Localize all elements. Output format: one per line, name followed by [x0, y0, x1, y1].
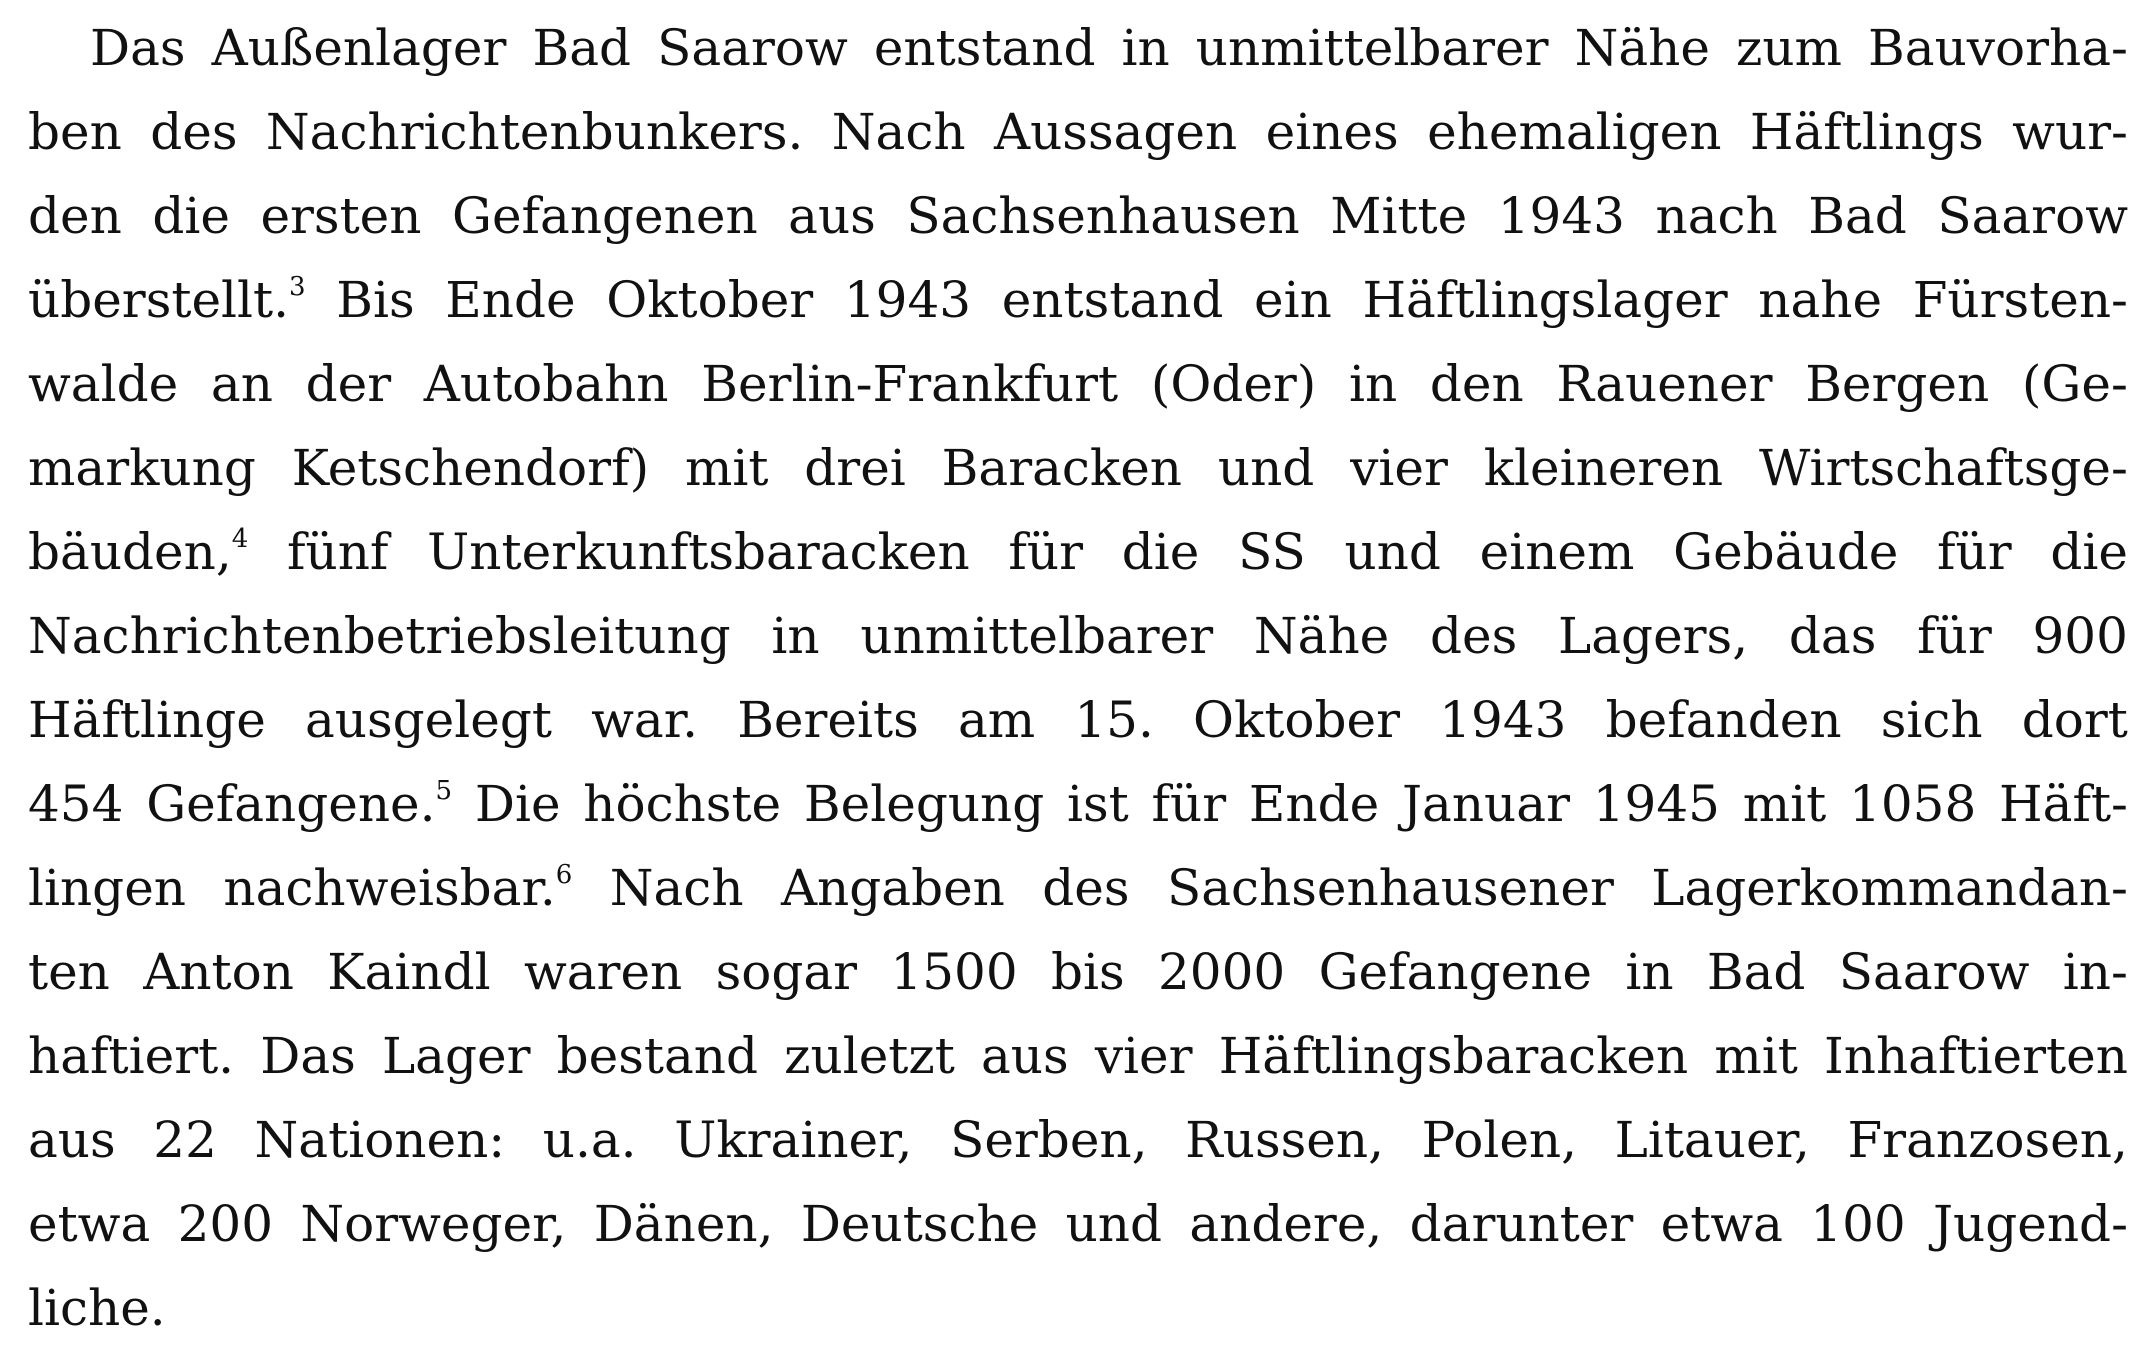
word: Oktober	[606, 271, 814, 329]
word: Saarow	[1838, 943, 2030, 1001]
word: drei	[804, 439, 906, 497]
word: dort	[2021, 691, 2128, 749]
paragraph-line	[28, 1098, 2128, 1182]
word: Ketschendorf)	[291, 439, 650, 497]
word: Häftlinge	[28, 691, 266, 749]
word: Nach	[831, 103, 966, 161]
word: 1943	[843, 271, 972, 329]
word: mit	[1742, 775, 1827, 833]
word: ersten	[260, 187, 422, 245]
word: nahe	[1758, 271, 1883, 329]
word: Ende	[445, 271, 576, 329]
word: in	[771, 607, 820, 665]
word: Nachrichtenbetriebsleitung	[28, 607, 731, 665]
word: eines	[1265, 103, 1399, 161]
word: aus	[28, 1111, 116, 1169]
word: sich	[1880, 691, 1983, 749]
word: wur-	[2012, 103, 2128, 161]
paragraph-line	[28, 930, 2128, 1014]
word: an	[210, 355, 273, 413]
word: Mitte	[1330, 187, 1468, 245]
word: Das	[90, 19, 186, 77]
paragraph-line	[28, 90, 2128, 174]
word: etwa	[1660, 1195, 1783, 1253]
paragraph-line	[28, 1014, 2128, 1098]
word: das	[1788, 607, 1877, 665]
word: höchste	[583, 775, 782, 833]
word: Oktober	[1193, 691, 1401, 749]
footnote-marker: 3	[289, 272, 306, 303]
word: aus	[980, 1027, 1069, 1085]
paragraph-line	[28, 762, 2128, 846]
word: die	[2050, 523, 2128, 581]
word: die	[1121, 523, 1200, 581]
word: in-	[2062, 943, 2128, 1001]
word: Serben,	[950, 1111, 1148, 1169]
word: sogar	[715, 943, 858, 1001]
word: Bauvorha-	[1868, 19, 2128, 77]
word: Gefangenen	[452, 187, 758, 245]
word: ist	[1067, 775, 1129, 833]
word: Aussagen	[993, 103, 1238, 161]
word: Unterkunftsbaracken	[427, 523, 970, 581]
word: Januar	[1402, 775, 1570, 833]
word: Gefangene.$^5$	[146, 775, 453, 833]
word: walde	[28, 355, 179, 413]
word: u.a.	[542, 1111, 637, 1169]
paragraph-line	[28, 258, 2128, 342]
word: für	[1937, 523, 2012, 581]
word: und	[1217, 439, 1315, 497]
word: Gefangene	[1318, 943, 1592, 1001]
word: in	[1121, 19, 1170, 77]
word: 1943	[1497, 187, 1625, 245]
word: Nach	[609, 859, 744, 917]
word: 1058	[1849, 775, 1977, 833]
word: der	[305, 355, 392, 413]
word: Lager	[381, 1027, 531, 1085]
word: Häftlings	[1749, 103, 1984, 161]
word: des	[1430, 607, 1518, 665]
word: 22	[153, 1111, 217, 1169]
word: ben	[28, 103, 122, 161]
word: Lagerkommandan-	[1651, 859, 2128, 917]
word: für	[1917, 607, 1992, 665]
word: Bad	[1808, 187, 1907, 245]
word: SS	[1238, 523, 1306, 581]
word: unmittelbarer	[860, 607, 1214, 665]
body-paragraph	[28, 6, 2128, 1350]
word: 1943	[1439, 691, 1567, 749]
word: war.	[591, 691, 699, 749]
word: andere,	[1189, 1195, 1383, 1253]
word: Ende	[1248, 775, 1380, 833]
word: am	[957, 691, 1036, 749]
word: Häftlingslager	[1362, 271, 1728, 329]
word: Nähe	[1253, 607, 1390, 665]
word: und	[1344, 523, 1441, 581]
word: Bis	[336, 271, 415, 329]
word: Autobahn	[423, 355, 669, 413]
word: mit	[684, 439, 769, 497]
word: Deutsche	[800, 1195, 1039, 1253]
word: Sachsenhausener	[1166, 859, 1614, 917]
word: 1500	[890, 943, 1018, 1001]
word: aus	[788, 187, 876, 245]
word: fünf	[287, 523, 389, 581]
paragraph-line	[28, 510, 2128, 594]
word: Gebäude	[1673, 523, 1899, 581]
word: Außenlager	[211, 19, 507, 77]
word: zum	[1736, 19, 1842, 77]
word: etwa	[28, 1195, 151, 1253]
word: den	[28, 187, 122, 245]
word: Sachsenhausen	[906, 187, 1300, 245]
word: Fürsten-	[1912, 271, 2128, 329]
word: haftiert.	[28, 1027, 235, 1085]
word: Die	[474, 775, 561, 833]
word: Ukrainer,	[674, 1111, 913, 1169]
word: Nationen:	[254, 1111, 506, 1169]
word: markung	[28, 439, 256, 497]
word: Rauener	[1556, 355, 1773, 413]
word: (Ge-	[2021, 355, 2128, 413]
word: den	[1429, 355, 1524, 413]
word: für	[1008, 523, 1084, 581]
word: Inhaftierten	[1824, 1027, 2128, 1085]
word: 454	[28, 775, 124, 833]
word: in	[1625, 943, 1674, 1001]
word: Angaben	[780, 859, 1005, 917]
footnote-marker: 4	[231, 524, 249, 555]
word: Norweger,	[300, 1195, 567, 1253]
word: Saarow	[1937, 187, 2128, 245]
paragraph-line	[28, 6, 2128, 90]
word: Baracken	[941, 439, 1183, 497]
word: 1945	[1592, 775, 1720, 833]
word: Berlin-Frankfurt	[701, 355, 1119, 413]
word: Bergen	[1805, 355, 1990, 413]
word: Häftlingsbaracken	[1218, 1027, 1689, 1085]
paragraph-line	[28, 342, 2128, 426]
word: ehemaligen	[1427, 103, 1722, 161]
word: Bad	[532, 19, 632, 77]
word: (Oder)	[1150, 355, 1317, 413]
word: unmittelbarer	[1195, 19, 1549, 77]
word: bestand	[556, 1027, 759, 1085]
word: Dänen,	[593, 1195, 774, 1253]
word: bis	[1050, 943, 1125, 1001]
word: Bereits	[737, 691, 919, 749]
word: bäuden,$^4$	[28, 523, 249, 581]
footnote-marker: 5	[435, 776, 453, 807]
paragraph-line	[28, 174, 2128, 258]
word: waren	[523, 943, 683, 1001]
word: ten	[28, 943, 110, 1001]
word: Häft-	[1999, 775, 2128, 833]
word: entstand	[1001, 271, 1224, 329]
word: 900	[2032, 607, 2128, 665]
word: überstellt.$^3$	[28, 271, 306, 329]
paragraph-line	[28, 1182, 2128, 1266]
word: Lagers,	[1558, 607, 1749, 665]
word: vier	[1094, 1027, 1193, 1085]
footnote-marker: 6	[555, 860, 573, 891]
word: Saarow	[657, 19, 848, 77]
word: Das	[260, 1027, 356, 1085]
word: die	[152, 187, 230, 245]
paragraph-line	[28, 426, 2128, 510]
word: Jugend-	[1933, 1195, 2128, 1253]
word: ausgelegt	[304, 691, 552, 749]
word: für	[1151, 775, 1227, 833]
word: mit	[1714, 1027, 1798, 1085]
word: liche.	[28, 1279, 166, 1337]
word: Russen,	[1185, 1111, 1384, 1169]
word: Nähe	[1574, 19, 1710, 77]
word: befanden	[1605, 691, 1842, 749]
word: 100	[1810, 1195, 1906, 1253]
word: zuletzt	[784, 1027, 955, 1085]
word: lingen	[28, 859, 186, 917]
paragraph-line	[28, 846, 2128, 930]
paragraph-line	[28, 1266, 2128, 1350]
word: ein	[1254, 271, 1332, 329]
word: kleineren	[1483, 439, 1724, 497]
word: Litauer,	[1614, 1111, 1810, 1169]
word: 2000	[1157, 943, 1286, 1001]
word: Anton	[143, 943, 294, 1001]
word: Franzosen,	[1847, 1111, 2128, 1169]
word: vier	[1350, 439, 1448, 497]
word: Belegung	[803, 775, 1045, 833]
word: 15.	[1074, 691, 1154, 749]
word: einem	[1479, 523, 1635, 581]
word: nachweisbar.$^6$	[223, 859, 573, 917]
word: und	[1065, 1195, 1162, 1253]
word: Wirtschaftsge-	[1758, 439, 2128, 497]
paragraph-line	[28, 678, 2128, 762]
word: des	[1042, 859, 1130, 917]
word: Nachrichtenbunkers.	[265, 103, 804, 161]
word: 200	[177, 1195, 274, 1253]
word: Polen,	[1421, 1111, 1578, 1169]
word: darunter	[1409, 1195, 1634, 1253]
word: entstand	[873, 19, 1096, 77]
word: Kaindl	[327, 943, 491, 1001]
paragraph-line	[28, 594, 2128, 678]
word: in	[1349, 355, 1398, 413]
word: des	[150, 103, 238, 161]
word: nach	[1655, 187, 1778, 245]
word: Bad	[1706, 943, 1806, 1001]
